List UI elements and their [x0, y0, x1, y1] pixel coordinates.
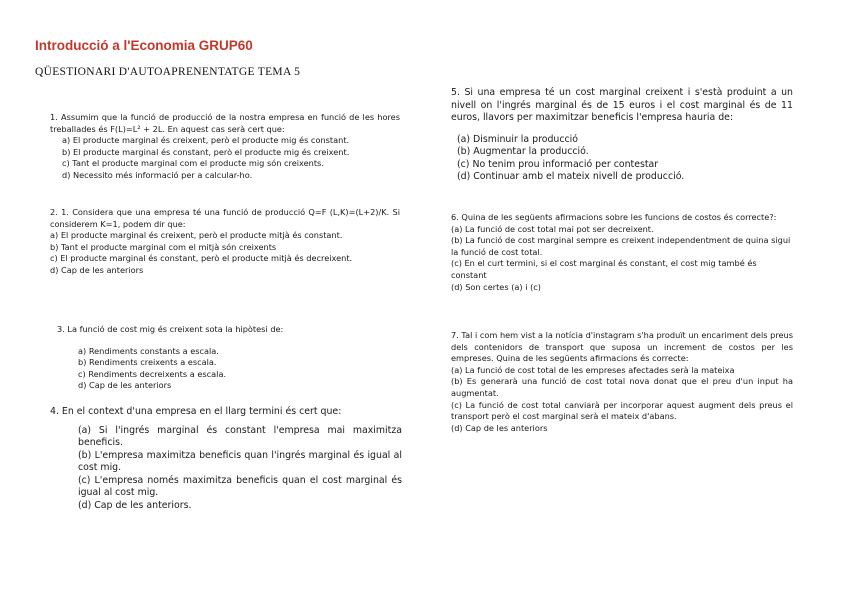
answer-option: c) Rendiments decreixents a escala.: [78, 368, 227, 379]
page-title: Introducció a l'Economia GRUP60: [35, 38, 253, 53]
answer-option: (d) Cap de les anteriors: [451, 422, 548, 433]
answer-option: c) El producte marginal és constant, però el producte mitjà és decreixent.: [50, 253, 353, 264]
answer-option: b) El producte marginal és constant, però el producte mig és creixent.: [62, 146, 350, 157]
question-1: [50, 112, 400, 182]
answer-option: a) Rendiments constants a escala.: [78, 345, 219, 356]
question-6: [451, 212, 793, 293]
question-stem: 6. Quina de les següents afirmacions sobre les funcions de costos és correcte?:: [451, 212, 777, 222]
answer-option: (b) La funció de cost marginal sempre es creixent independentment de quina sigui la funció de cost total.: [451, 235, 791, 257]
question-5: [451, 87, 793, 184]
question-stem: 1. Assumim que la funció de producció de la nostra empresa en funció de les hores treballades és F(L)=L² + 2L. En aquest cas serà cert que:: [50, 112, 400, 134]
answer-option: (b) Es generarà una funció de cost total nova donat que el preu d'un input ha augmentat.: [451, 376, 793, 398]
answer-option: (a) La funció de cost total de les empreses afectades serà la mateixa: [451, 364, 735, 375]
question-stem: 4. En el context d'una empresa en el llarg termini és cert que:: [50, 406, 342, 417]
answer-option: c) Tant el producte marginal com el producte mig són creixents.: [62, 158, 324, 169]
answer-option: d) Necessito més informació per a calcular-ho.: [62, 169, 253, 180]
question-7: [451, 330, 793, 434]
answer-option: (d) Cap de les anteriors.: [78, 499, 192, 511]
question-3: [57, 324, 397, 392]
question-2: [50, 207, 400, 277]
document-subtitle: QÜESTIONARI D'AUTOAPRENENTATGE TEMA 5: [35, 66, 301, 78]
answer-option: (a) La funció de cost total mai pot ser decreixent.: [451, 223, 654, 234]
answer-option: (b) L'empresa maximitza beneficis quan l'ingrés marginal és igual al cost mig.: [78, 449, 402, 473]
answer-option: (a) Si l'ingrés marginal és constant l'empresa mai maximitza beneficis.: [78, 424, 402, 448]
question-stem: 7. Tal i com hem vist a la notícia d'instagram s'ha produït un encariment dels preus dels contenidors de transport que suposa un increment de costos per les empreses. Quina de les següents afirmacions és correcte:: [451, 330, 793, 364]
question-4: [50, 406, 402, 512]
answer-option: (c) La funció de cost total canviarà per incorporar aquest augment dels preus el transport però el cost marginal serà el mateix d'abans.: [451, 399, 793, 422]
answer-option: b) Rendiments creixents a escala.: [78, 357, 217, 368]
answer-option: (d) Continuar amb el mateix nivell de producció.: [457, 171, 685, 182]
answer-option: d) Cap de les anteriors: [78, 380, 172, 391]
answer-option: b) Tant el producte marginal com el mitjà són creixents: [50, 241, 277, 252]
question-stem: 2. 1. Considera que una empresa té una funció de producció Q=F (L,K)=(L+2)/K. Si considerem K=1, podem dir que:: [50, 207, 400, 229]
answer-option: (a) Disminuir la producció: [457, 133, 579, 145]
answer-option: (d) Son certes (a) i (c): [451, 281, 541, 292]
answer-option: (c) No tenim prou informació per contestar: [457, 158, 659, 170]
answer-option: (c) L'empresa només maximitza beneficis quan el cost marginal és igual al cost mig.: [78, 474, 402, 498]
question-stem: 5. Si una empresa té un cost marginal creixent i s'està produint a un nivell on l'ingrés marginal és de 15 euros i el cost marginal és de 11 euros, llavors per maximitzar beneficis l'empresa hauria de:: [451, 87, 793, 123]
answer-option: (c) En el curt termini, si el cost marginal és constant, el cost mig també és constant: [451, 258, 757, 280]
answer-option: d) Cap de les anteriors: [50, 264, 144, 275]
answer-option: (b) Augmentar la producció.: [457, 146, 589, 157]
answer-option: a) El producte marginal és creixent, però el producte mitjà és constant.: [50, 230, 343, 241]
question-stem: 3. La funció de cost mig és creixent sota la hipòtesi de:: [57, 324, 284, 334]
answer-option: a) El producte marginal és creixent, però el producte mig és constant.: [62, 135, 350, 146]
